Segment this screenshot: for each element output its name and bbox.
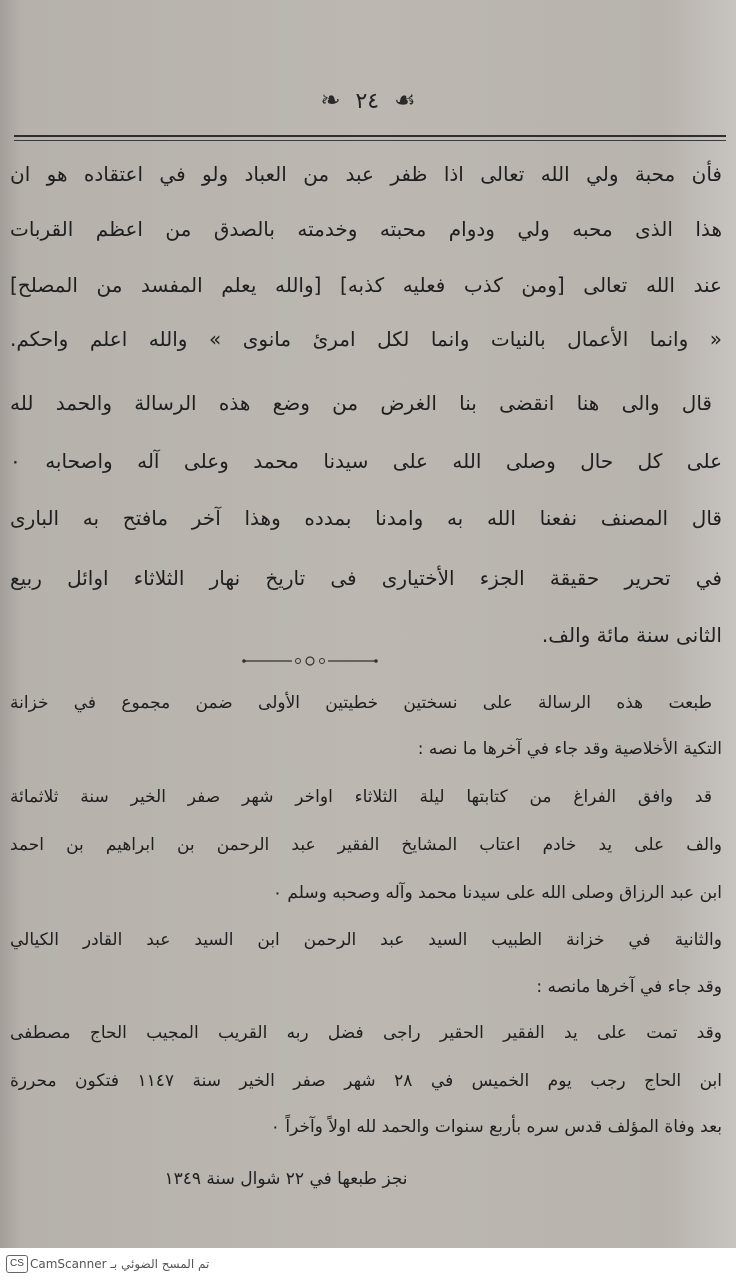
note-line: وقد جاء في آخرها مانصه : bbox=[536, 977, 722, 997]
note-line: والثانية في خزانة الطبيب السيد عبد الرحمن ابن السيد عبد القادر الكيالي bbox=[10, 930, 722, 950]
body-line: فأن محبة ولي الله تعالى اذا ظفر عبد من العباد ولو في اعتقاده هو ان bbox=[10, 162, 722, 186]
ornament-right-icon: ☙ bbox=[394, 86, 416, 114]
note-line: والف على يد خادم اعتاب المشايخ الفقير عبد الرحمن بن ابراهيم بن احمد bbox=[10, 835, 722, 855]
note-line: ابن الحاج رجب يوم الخميس في ٢٨ شهر صفر الخير سنة ١١٤٧ فتكون محررة bbox=[10, 1071, 722, 1091]
note-line: ابن عبد الرزاق وصلى الله على سيدنا محمد وآله وصحبه وسلم ٠ bbox=[272, 883, 722, 903]
body-line: « وانما الأعمال بالنيات وانما لكل امرئ مانوى » والله اعلم واحكم. bbox=[10, 327, 722, 351]
print-date-line: نجز طبعها في ٢٢ شوال سنة ١٣٤٩ bbox=[164, 1169, 408, 1189]
ornament-left-icon: ❧ bbox=[320, 86, 341, 114]
body-line: الثانى سنة مائة والف. bbox=[541, 623, 722, 647]
body-line: في تحرير حقيقة الجزء الأختيارى فى تاريخ نهار الثلاثاء اوائل ربيع bbox=[10, 566, 722, 590]
body-line: على كل حال وصلى الله على سيدنا محمد وعلى آله واصحابه ٠ bbox=[10, 449, 722, 473]
page-header bbox=[0, 86, 736, 126]
camscanner-watermark: تم المسح الضوئي بـ CamScanner bbox=[30, 1257, 210, 1271]
note-line: وقد تمت على يد الفقير الحقير راجى فضل ربه القريب المجيب الحاج مصطفى bbox=[10, 1023, 722, 1043]
body-line: عند الله تعالى [ومن كذب فعليه كذبه] [والله يعلم المفسد من المصلح] bbox=[10, 273, 722, 297]
header-rule-thin bbox=[14, 140, 726, 141]
page-number: ٢٤ bbox=[355, 89, 380, 114]
body-line: هذا الذى محبه ولي ودوام محبته وخدمته بالصدق من اعظم القربات bbox=[10, 217, 722, 241]
note-line: التكية الأخلاصية وقد جاء في آخرها ما نصه : bbox=[417, 739, 722, 759]
note-line: قد وافق الفراغ من كتابتها ليلة الثلاثاء اواخر شهر صفر الخير سنة ثلاثمائة bbox=[10, 787, 712, 807]
body-line: قال والى هنا انقضى بنا الغرض من وضع هذه الرسالة والحمد لله bbox=[10, 391, 712, 415]
header-rule-thick bbox=[14, 135, 726, 137]
camscanner-logo-icon: CS bbox=[6, 1255, 28, 1273]
section-divider bbox=[230, 653, 390, 669]
body-line: قال المصنف نفعنا الله به وامدنا بمدده وهذا آخر مافتح به البارى bbox=[10, 506, 722, 530]
note-line: طبعت هذه الرسالة على نسختين خطيتين الأولى ضمن مجموع في خزانة bbox=[10, 693, 712, 713]
note-line: بعد وفاة المؤلف قدس سره بأربع سنوات والحمد لله اولاً وآخراً ٠ bbox=[270, 1117, 722, 1137]
